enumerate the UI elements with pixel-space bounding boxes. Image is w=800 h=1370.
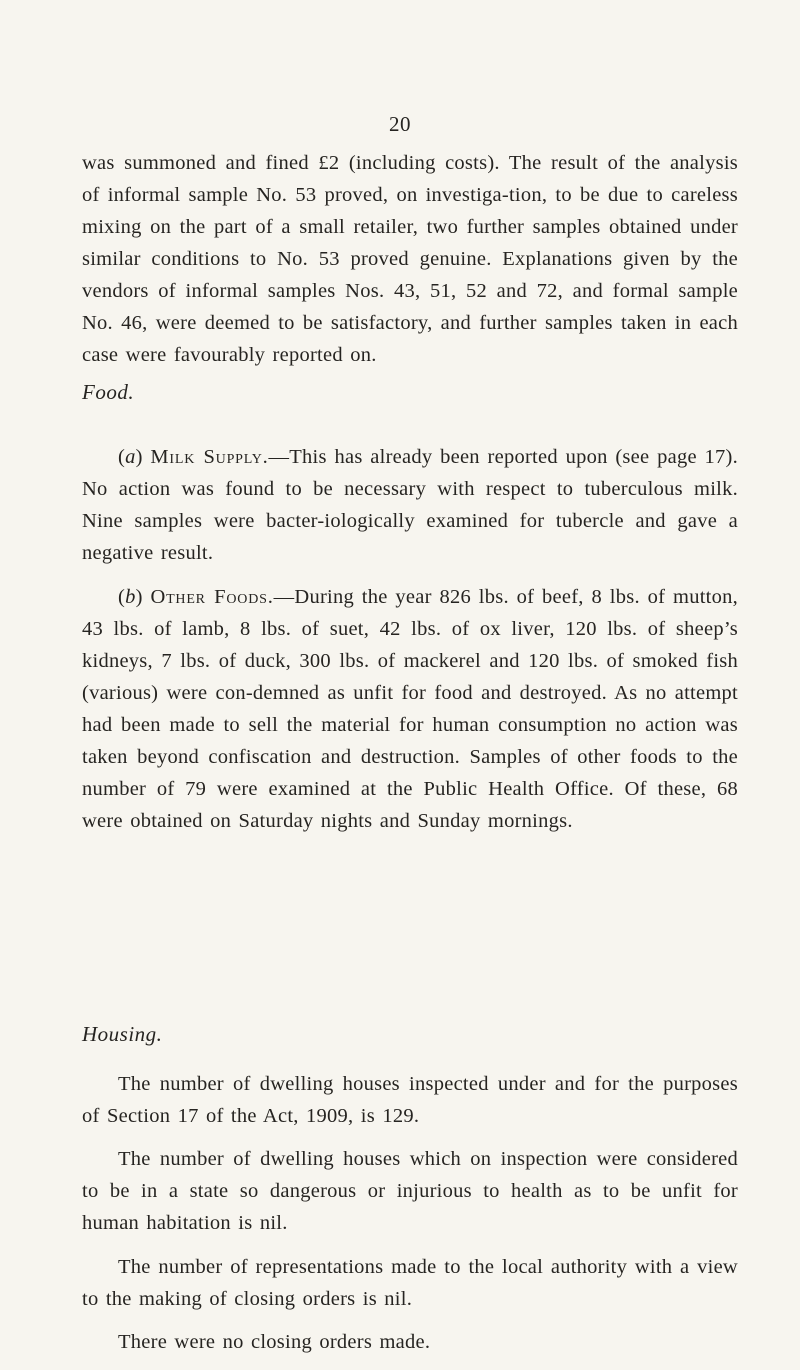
housing-paragraph-inspected: The number of dwelling houses inspected under and for the purposes of Section 17 of the Act, 1909, is 129. (82, 1072, 738, 1127)
housing-paragraph-representations: The number of representations made to the local authority with a view to the making of closing orders is nil. (82, 1255, 738, 1310)
housing-paragraph-closing-orders: There were no closing orders made. (118, 1330, 431, 1353)
housing-heading: Housing. (82, 1022, 163, 1046)
milk-supply-paragraph: (a) Milk Supply.—This has already been reported upon (see page 17). No action was found to be necessary with respect to tuberculous milk. Nine samples were bacter-iologically examined for tubercle and gave a negative result. (82, 445, 738, 564)
housing-paragraph-unfit: The number of dwelling houses which on inspection were considered to be in a state so dangerous or injurious to health as to be unfit for human habitation is nil. (82, 1147, 738, 1234)
intro-paragraph: was summoned and fined £2 (including costs). The result of the analysis of informal sample No. 53 proved, on investiga-tion, to be due to careless mixing on the part of a small retailer, two further samples obtained under similar conditions to No. 53 proved genuine. Explanations given by the vendors of informal samples Nos. 43, 51, 52 and 72, and formal sample No. 46, were deemed to be satisfactory, and further samples taken in each case were favourably reported on. (82, 151, 738, 366)
milk-supply-text: —This has already been reported upon (see page 17). No action was found to be necessary with respect to tuberculous milk. Nine samples were bacter-iologically examined for tubercle and gave a negative result. (82, 445, 738, 564)
other-foods-paragraph: (b) Other Foods.—During the year 826 lbs. of beef, 8 lbs. of mutton, 43 lbs. of lamb, 8 lbs. of suet, 42 lbs. of ox liver, 120 lbs. of sheep’s kidneys, 7 lbs. of duck, 300 lbs. of mackerel and 120 lbs. of smoked fish (various) were con-demned as unfit for food and destroyed. As no attempt had been made to sell the material for human consumption no action was taken beyond confiscation and destruction. Samples of other foods to the number of 79 were examined at the Public Health Office. Of these, 68 were obtained on Saturday nights and Sunday mornings. (82, 585, 738, 832)
other-foods-text: —During the year 826 lbs. of beef, 8 lbs. of mutton, 43 lbs. of lamb, 8 lbs. of suet, 42 lbs. of ox liver, 120 lbs. of sheep’s kidneys, 7 lbs. of duck, 300 lbs. of mackerel and 120 lbs. of smoked fish (various) were con-demned as unfit for food and destroyed. As no attempt had been made to sell the material for human consumption no action was taken beyond confiscation and destruction. Samples of other foods to the number of 79 were examined at the Public Health Office. Of these, 68 were obtained on Saturday nights and Sunday mornings. (82, 585, 738, 832)
milk-supply-title: Milk Supply. (150, 445, 269, 468)
page-number: 20 (389, 112, 411, 136)
other-foods-title: Other Foods. (150, 585, 274, 608)
milk-supply-letter: a (125, 445, 136, 468)
food-heading: Food. (82, 380, 135, 404)
other-foods-letter: b (125, 585, 136, 608)
